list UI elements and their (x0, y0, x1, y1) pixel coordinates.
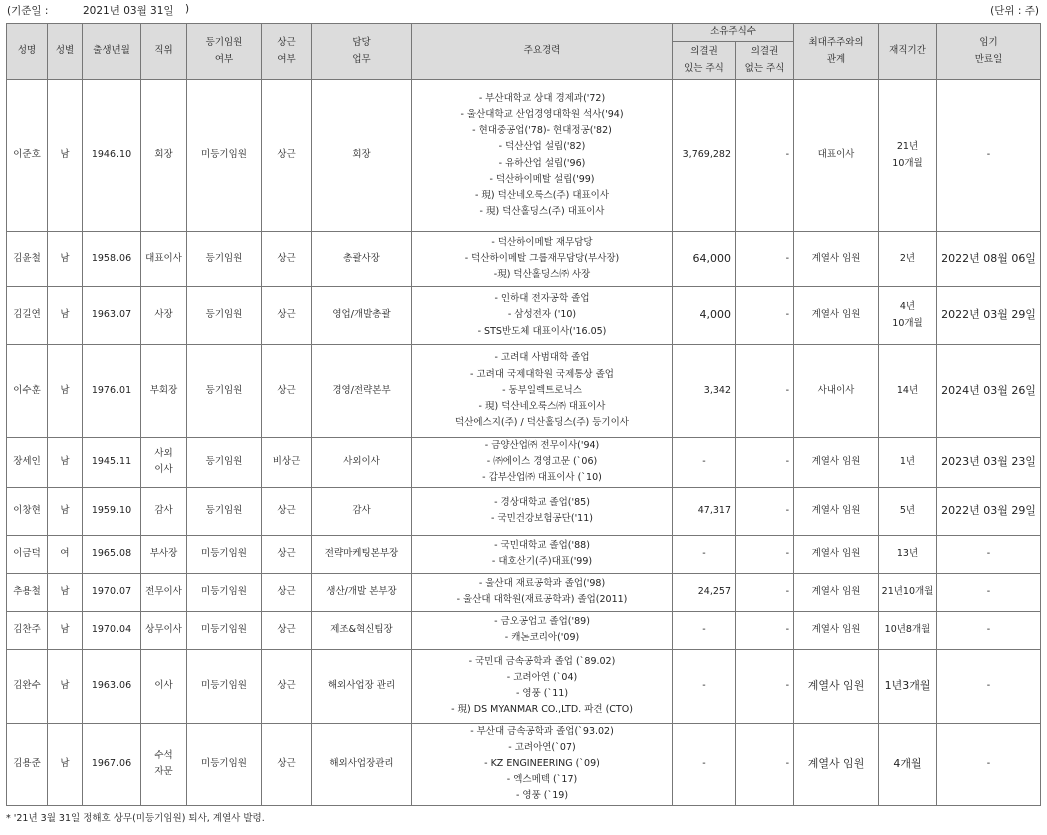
cell-gender: 남 (48, 232, 83, 287)
cell-duty: 사외이사 (312, 438, 412, 488)
cell-position: 부회장 (141, 345, 187, 438)
cell-registered: 미등기임원 (187, 80, 262, 232)
cell-nonvoting-shares: - (736, 80, 794, 232)
cell-duty: 영업/개발총괄 (312, 287, 412, 345)
cell-term: - (937, 80, 1041, 232)
cell-voting-shares: - (673, 649, 736, 723)
cell-registered: 등기임원 (187, 345, 262, 438)
cell-fulltime: 상근 (262, 487, 312, 535)
header-shares: 소유주식수 (673, 24, 794, 42)
cell-nonvoting-shares: - (736, 723, 794, 805)
cell-birth: 1945.11 (83, 438, 141, 488)
cell-career: - 덕산하이메탈 재무담당 - 덕산하이메탈 그룹재무담당(부사장) -現) 덕산홀딩스㈜ 사장 (412, 232, 673, 287)
cell-duty: 전략마케팅본부장 (312, 535, 412, 573)
cell-tenure: 21년10개월 (879, 573, 937, 611)
cell-relation: 계열사 임원 (794, 535, 879, 573)
cell-registered: 등기임원 (187, 287, 262, 345)
header-voting: 의결권 있는 주식 (673, 42, 736, 80)
cell-tenure: 1년 (879, 438, 937, 488)
cell-gender: 남 (48, 723, 83, 805)
cell-voting-shares: 3,342 (673, 345, 736, 438)
cell-birth: 1963.06 (83, 649, 141, 723)
cell-position: 사외 이사 (141, 438, 187, 488)
cell-duty: 해외사업장 관리 (312, 649, 412, 723)
cell-name: 이금덕 (7, 535, 48, 573)
header-gender: 성별 (48, 24, 83, 80)
table-row (7, 345, 1041, 438)
cell-fulltime: 상근 (262, 535, 312, 573)
cell-birth: 1967.06 (83, 723, 141, 805)
cell-registered: 미등기임원 (187, 573, 262, 611)
table-row (7, 232, 1041, 287)
cell-voting-shares: 3,769,282 (673, 80, 736, 232)
table-row (7, 611, 1041, 649)
cell-fulltime: 상근 (262, 611, 312, 649)
cell-relation: 계열사 임원 (794, 649, 879, 723)
cell-tenure: 2년 (879, 232, 937, 287)
cell-relation: 대표이사 (794, 80, 879, 232)
cell-term: 2022년 03월 29일 (937, 287, 1041, 345)
footnote: * '21년 3월 31일 정해호 상무(미등기임원) 퇴사, 계열사 발령. (6, 813, 265, 824)
cell-relation: 계열사 임원 (794, 723, 879, 805)
cell-position: 부사장 (141, 535, 187, 573)
table-row (7, 649, 1041, 723)
header-birth: 출생년월 (83, 24, 141, 80)
cell-gender: 남 (48, 345, 83, 438)
cell-relation: 계열사 임원 (794, 573, 879, 611)
cell-voting-shares: 4,000 (673, 287, 736, 345)
cell-gender: 여 (48, 535, 83, 573)
basis-date-close: ) (185, 3, 190, 15)
table-row (7, 487, 1041, 535)
cell-birth: 1963.07 (83, 287, 141, 345)
cell-birth: 1965.08 (83, 535, 141, 573)
cell-duty: 감사 (312, 487, 412, 535)
cell-gender: 남 (48, 438, 83, 488)
cell-tenure: 1년3개월 (879, 649, 937, 723)
cell-term: - (937, 535, 1041, 573)
cell-birth: 1976.01 (83, 345, 141, 438)
header-registered: 등기임원 여부 (187, 24, 262, 80)
cell-fulltime: 상근 (262, 723, 312, 805)
cell-career: - 국민대학교 졸업('88) - 대호산기(주)대표('99) (412, 535, 673, 573)
cell-voting-shares: - (673, 723, 736, 805)
table-row (7, 287, 1041, 345)
cell-name: 이수훈 (7, 345, 48, 438)
cell-position: 이사 (141, 649, 187, 723)
cell-birth: 1946.10 (83, 80, 141, 232)
cell-term: - (937, 723, 1041, 805)
table-row (7, 80, 1041, 232)
header-name: 성명 (7, 24, 48, 80)
cell-nonvoting-shares: - (736, 345, 794, 438)
cell-nonvoting-shares: - (736, 573, 794, 611)
cell-name: 김완수 (7, 649, 48, 723)
cell-voting-shares: 47,317 (673, 487, 736, 535)
cell-career: - 금오공업고 졸업('89) - 캐논코리아('09) (412, 611, 673, 649)
header-duty: 담당 업무 (312, 24, 412, 80)
cell-voting-shares: 64,000 (673, 232, 736, 287)
cell-registered: 미등기임원 (187, 535, 262, 573)
cell-birth: 1958.06 (83, 232, 141, 287)
cell-career: - 경상대학교 졸업('85) - 국민건강보험공단('11) (412, 487, 673, 535)
cell-tenure: 13년 (879, 535, 937, 573)
cell-relation: 계열사 임원 (794, 611, 879, 649)
unit-label: (단위 : 주) (990, 5, 1039, 17)
table-row (7, 723, 1041, 805)
cell-nonvoting-shares: - (736, 649, 794, 723)
cell-relation: 계열사 임원 (794, 487, 879, 535)
cell-registered: 등기임원 (187, 438, 262, 488)
cell-name: 장세인 (7, 438, 48, 488)
cell-name: 김찬주 (7, 611, 48, 649)
cell-position: 회장 (141, 80, 187, 232)
header-relation: 최대주주와의 관계 (794, 24, 879, 80)
cell-career: - 울산대 재료공학과 졸업('98) - 울산대 대학원(재료공학과) 졸업(2011) (412, 573, 673, 611)
cell-fulltime: 상근 (262, 80, 312, 232)
cell-registered: 미등기임원 (187, 723, 262, 805)
cell-nonvoting-shares: - (736, 287, 794, 345)
cell-gender: 남 (48, 573, 83, 611)
cell-name: 이준호 (7, 80, 48, 232)
cell-relation: 사내이사 (794, 345, 879, 438)
cell-duty: 제조&혁신팀장 (312, 611, 412, 649)
cell-tenure: 14년 (879, 345, 937, 438)
cell-term: 2024년 03월 26일 (937, 345, 1041, 438)
basis-date: 2021년 03월 31일 (83, 5, 174, 17)
header-career: 주요경력 (412, 24, 673, 80)
executive-table (6, 23, 1041, 806)
cell-registered: 등기임원 (187, 232, 262, 287)
basis-date-label: (기준일 : (7, 5, 49, 17)
table-row (7, 535, 1041, 573)
cell-duty: 생산/개발 본부장 (312, 573, 412, 611)
cell-registered: 등기임원 (187, 487, 262, 535)
cell-duty: 경영/전략본부 (312, 345, 412, 438)
header-line (7, 3, 1039, 19)
cell-position: 상무이사 (141, 611, 187, 649)
cell-birth: 1970.07 (83, 573, 141, 611)
cell-gender: 남 (48, 611, 83, 649)
cell-voting-shares: - (673, 438, 736, 488)
cell-career: - 인하대 전자공학 졸업 - 삼성전자 ('10) - STS반도체 대표이사('16.05) (412, 287, 673, 345)
cell-position: 수석 자문 (141, 723, 187, 805)
table-row (7, 438, 1041, 488)
header-position: 직위 (141, 24, 187, 80)
cell-gender: 남 (48, 487, 83, 535)
cell-voting-shares: 24,257 (673, 573, 736, 611)
cell-term: 2023년 03월 23일 (937, 438, 1041, 488)
cell-relation: 계열사 임원 (794, 232, 879, 287)
cell-fulltime: 비상근 (262, 438, 312, 488)
table-row (7, 573, 1041, 611)
cell-fulltime: 상근 (262, 232, 312, 287)
cell-career: - 고려대 사범대학 졸업 - 고려대 국제대학원 국제통상 졸업 - 동부일렉트로닉스 - 現) 덕산네오룩스㈜ 대표이사 덕산에스지(주) / 덕산홀딩스(주) 등기이사 (412, 345, 673, 438)
cell-career: - 부산대 금속공학과 졸업(`93.02) - 고려아연(`07) - KZ ENGINEERING (`09) - 엑스메텍 (`17) - 영풍 (`19) (412, 723, 673, 805)
cell-career: - 부산대학교 상대 경제과('72) - 울산대학교 산업경영대학원 석사('94) - 현대중공업('78)- 현대정공('82) - 덕산산업 설립('82) - 유하산업 설립('96) - 덕산하이메탈 설립('99) - 現) 덕산네오룩스(주) 대표이사 - 現) 덕산홀딩스(주) 대표이사 (412, 80, 673, 232)
cell-birth: 1959.10 (83, 487, 141, 535)
cell-relation: 계열사 임원 (794, 438, 879, 488)
cell-term: - (937, 611, 1041, 649)
header-fulltime: 상근 여부 (262, 24, 312, 80)
cell-position: 대표이사 (141, 232, 187, 287)
cell-name: 김길연 (7, 287, 48, 345)
cell-tenure: 4년 10개월 (879, 287, 937, 345)
cell-term: - (937, 573, 1041, 611)
cell-name: 김윤철 (7, 232, 48, 287)
cell-name: 이창현 (7, 487, 48, 535)
cell-term: - (937, 649, 1041, 723)
cell-fulltime: 상근 (262, 573, 312, 611)
cell-nonvoting-shares: - (736, 611, 794, 649)
cell-career: - 국민대 금속공학과 졸업 (`89.02) - 고려아연 (`04) - 영풍 (`11) - 現) DS MYANMAR CO.,LTD. 파견 (CTO) (412, 649, 673, 723)
cell-relation: 계열사 임원 (794, 287, 879, 345)
cell-nonvoting-shares: - (736, 487, 794, 535)
cell-nonvoting-shares: - (736, 535, 794, 573)
cell-name: 김용준 (7, 723, 48, 805)
cell-registered: 미등기임원 (187, 611, 262, 649)
header-term: 임기 만료일 (937, 24, 1041, 80)
header-tenure: 재직기간 (879, 24, 937, 80)
cell-registered: 미등기임원 (187, 649, 262, 723)
cell-tenure: 10년8개월 (879, 611, 937, 649)
table-body (7, 80, 1041, 806)
cell-fulltime: 상근 (262, 287, 312, 345)
cell-gender: 남 (48, 80, 83, 232)
cell-position: 전무이사 (141, 573, 187, 611)
cell-tenure: 21년 10개월 (879, 80, 937, 232)
cell-duty: 회장 (312, 80, 412, 232)
cell-tenure: 4개월 (879, 723, 937, 805)
cell-fulltime: 상근 (262, 649, 312, 723)
cell-tenure: 5년 (879, 487, 937, 535)
cell-term: 2022년 08월 06일 (937, 232, 1041, 287)
cell-position: 사장 (141, 287, 187, 345)
cell-gender: 남 (48, 287, 83, 345)
cell-position: 감사 (141, 487, 187, 535)
cell-career: - 금양산업㈜ 전무이사('94) - ㈜에이스 경영고문 (`06) - 갑부산업㈜ 대표이사 (`10) (412, 438, 673, 488)
cell-term: 2022년 03월 29일 (937, 487, 1041, 535)
cell-name: 추용철 (7, 573, 48, 611)
cell-nonvoting-shares: - (736, 232, 794, 287)
cell-voting-shares: - (673, 611, 736, 649)
cell-duty: 해외사업장관리 (312, 723, 412, 805)
cell-fulltime: 상근 (262, 345, 312, 438)
cell-voting-shares: - (673, 535, 736, 573)
header-nonvoting: 의결권 없는 주식 (736, 42, 794, 80)
cell-nonvoting-shares: - (736, 438, 794, 488)
cell-duty: 총괄사장 (312, 232, 412, 287)
cell-birth: 1970.04 (83, 611, 141, 649)
cell-gender: 남 (48, 649, 83, 723)
